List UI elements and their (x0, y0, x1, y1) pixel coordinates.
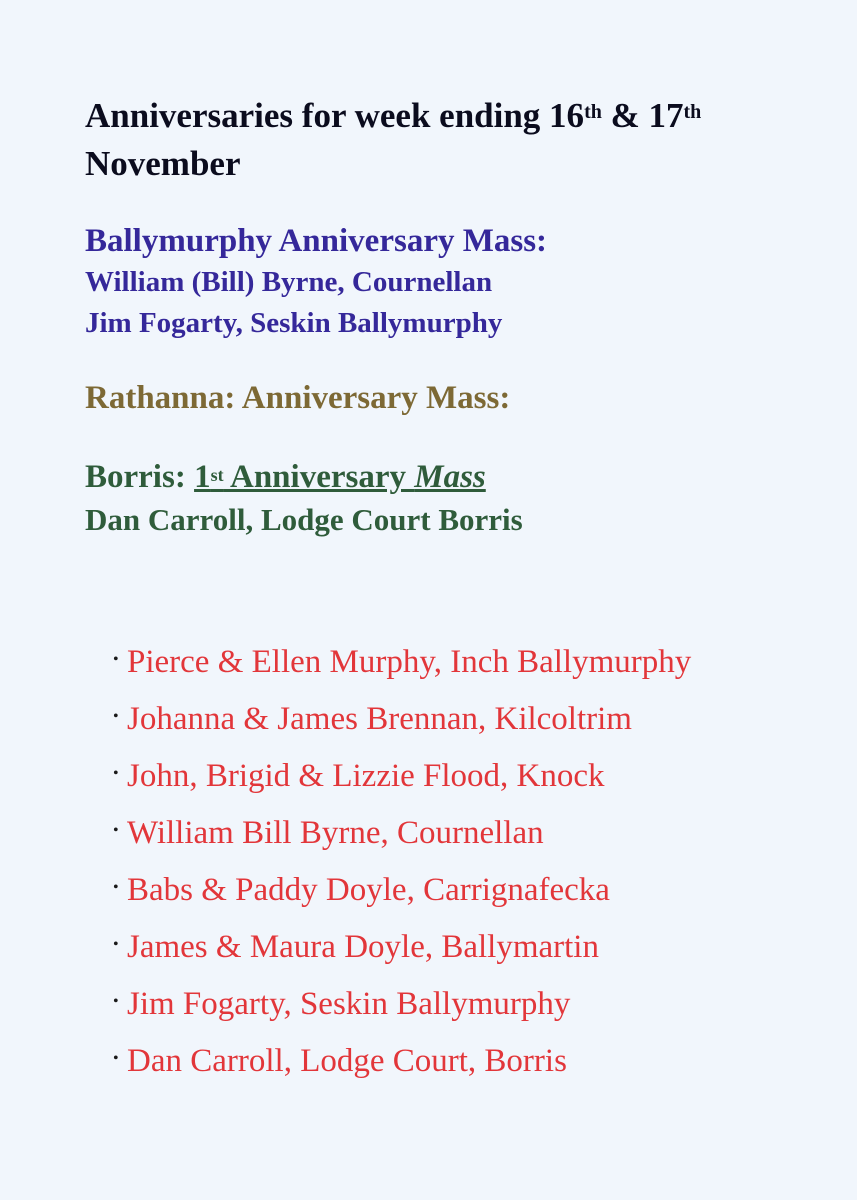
borris-ordinal-number: 1 (194, 459, 211, 495)
borris-name: Dan Carroll, Lodge Court Borris (85, 502, 523, 537)
ballymurphy-name: William (Bill) Byrne, Cournellan (85, 266, 493, 298)
bullet-icon: • (113, 879, 119, 897)
list-item-text: Johanna & James Brennan, Kilcoltrim (127, 701, 632, 737)
bullet-icon: • (113, 651, 119, 669)
bullet-icon: • (113, 993, 119, 1011)
list-item (113, 636, 833, 693)
page-title (85, 92, 825, 188)
ballymurphy-heading: Ballymurphy Anniversary Mass: (85, 223, 548, 259)
borris-heading (85, 456, 825, 498)
list-item (113, 921, 833, 978)
borris-anniversary-word: Anniversary (223, 459, 415, 495)
list-item (113, 978, 833, 1035)
title-text-part3: November (85, 144, 241, 183)
ballymurphy-name: Jim Fogarty, Seskin Ballymurphy (85, 307, 503, 339)
list-item-text: John, Brigid & Lizzie Flood, Knock (127, 758, 605, 794)
anniversary-list (113, 636, 833, 1092)
list-item-text: Jim Fogarty, Seskin Ballymurphy (127, 986, 571, 1022)
rathanna-heading: Rathanna: Anniversary Mass: (85, 380, 511, 416)
list-item-text: Dan Carroll, Lodge Court, Borris (127, 1043, 567, 1079)
list-item-text: William Bill Byrne, Cournellan (127, 815, 544, 851)
bullet-icon: • (113, 1050, 119, 1068)
title-superscript-2: th (683, 101, 702, 123)
list-item-text: Pierce & Ellen Murphy, Inch Ballymurphy (127, 644, 692, 680)
borris-mass-word: Mass (414, 459, 486, 495)
title-text-part1: Anniversaries for week ending 16 (85, 96, 585, 135)
list-item (113, 807, 833, 864)
list-item (113, 864, 833, 921)
bullet-icon: • (113, 822, 119, 840)
ballymurphy-section (85, 220, 825, 344)
list-item (113, 1035, 833, 1092)
list-item (113, 693, 833, 750)
title-superscript-1: th (584, 101, 602, 123)
bullet-icon: • (113, 936, 119, 954)
title-text-part2: & 17 (601, 96, 684, 135)
borris-section (85, 456, 825, 542)
bullet-icon: • (113, 708, 119, 726)
borris-heading-underlined (194, 459, 486, 495)
list-item-text: James & Maura Doyle, Ballymartin (127, 929, 599, 965)
list-item (113, 750, 833, 807)
borris-ordinal-suffix: st (210, 465, 224, 485)
list-item-text: Babs & Paddy Doyle, Carrignafecka (127, 872, 610, 908)
rathanna-section (85, 377, 825, 419)
borris-heading-prefix: Borris: (85, 459, 195, 495)
bullet-icon: • (113, 765, 119, 783)
